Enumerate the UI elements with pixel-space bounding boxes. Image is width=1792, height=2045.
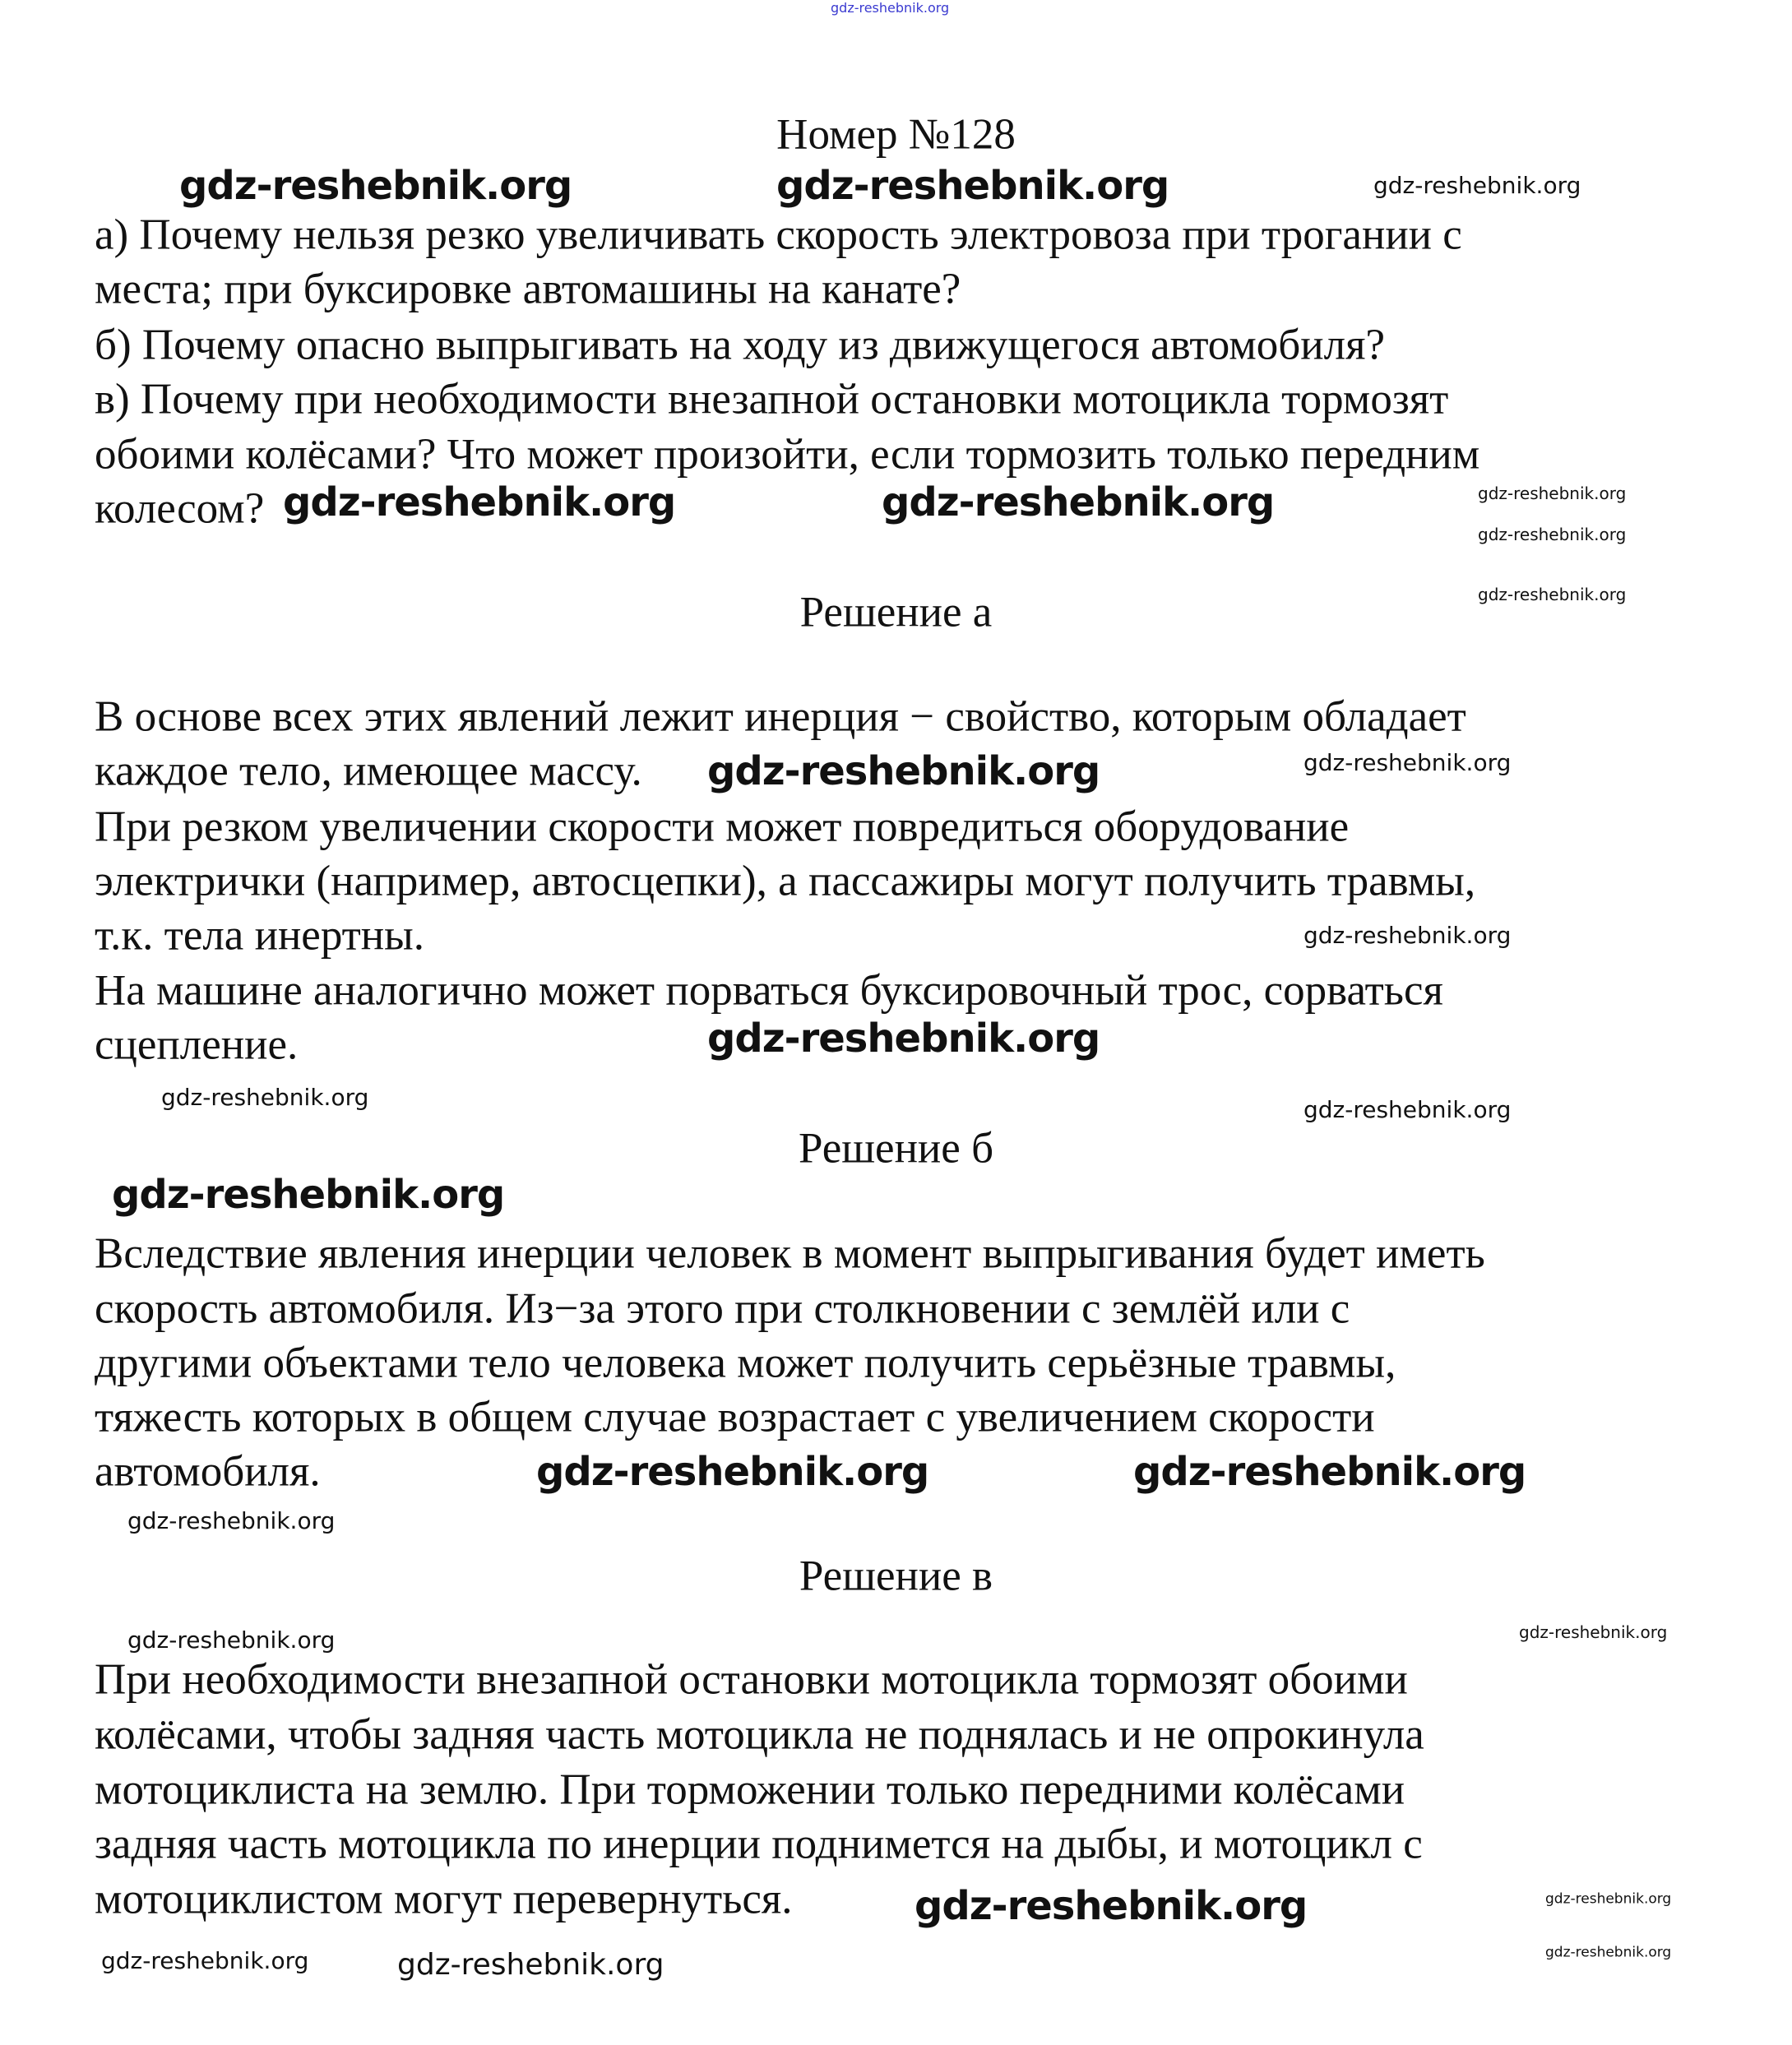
watermark: gdz-reshebnik.org <box>1478 585 1627 604</box>
question-line: места; при буксировке автомашины на канате? <box>95 265 961 313</box>
solution-b-line: Вследствие явления инерции человек в момент выпрыгивания будет иметь <box>95 1229 1485 1278</box>
solution-b-line: тяжесть которых в общем случае возрастает с увеличением скорости <box>95 1393 1375 1441</box>
question-line: б) Почему опасно выпрыгивать на ходу из движущегося автомобиля? <box>95 321 1385 369</box>
solution-b-line: автомобиля. <box>95 1447 321 1496</box>
watermark: gdz-reshebnik.org <box>831 0 950 16</box>
solution-c-line: мотоциклистом могут перевернуться. <box>95 1875 793 1923</box>
question-line: колесом? <box>95 484 265 533</box>
solution-b-line: скорость автомобиля. Из−за этого при столкновении с землёй или с <box>95 1284 1350 1333</box>
watermark: gdz-reshebnik.org <box>127 1626 336 1654</box>
solution-c-line: колёсами, чтобы задняя часть мотоцикла не поднялась и не опрокинула <box>95 1710 1424 1759</box>
watermark: gdz-reshebnik.org <box>161 1084 369 1111</box>
watermark: gdz-reshebnik.org <box>397 1948 664 1982</box>
solution-a-line: сцепление. <box>95 1020 299 1069</box>
question-line: а) Почему нельзя резко увеличивать скорость электровоза при трогании с <box>95 211 1462 259</box>
solution-a-line: т.к. тела инертны. <box>95 911 425 960</box>
watermark: gdz-reshebnik.org <box>101 1947 309 1974</box>
watermark: gdz-reshebnik.org <box>915 1883 1308 1929</box>
watermark: gdz-reshebnik.org <box>707 748 1100 794</box>
solution-a-line: электрички (например, автосцепки), а пассажиры могут получить травмы, <box>95 857 1476 905</box>
watermark: gdz-reshebnik.org <box>1519 1622 1668 1642</box>
watermark: gdz-reshebnik.org <box>776 163 1169 209</box>
watermark: gdz-reshebnik.org <box>1303 749 1512 776</box>
watermark: gdz-reshebnik.org <box>882 479 1275 525</box>
watermark: gdz-reshebnik.org <box>1303 922 1512 949</box>
question-line: в) Почему при необходимости внезапной остановки мотоцикла тормозят <box>95 375 1449 423</box>
solution-c-line: задняя часть мотоцикла по инерции поднимется на дыбы, и мотоцикл с <box>95 1820 1423 1868</box>
watermark: gdz-reshebnik.org <box>707 1016 1100 1062</box>
watermark: gdz-reshebnik.org <box>536 1449 929 1495</box>
solution-a-line: На машине аналогично может порваться буксировочный трос, сорваться <box>95 966 1443 1015</box>
solution-a-line: При резком увеличении скорости может повредиться оборудование <box>95 803 1350 851</box>
watermark: gdz-reshebnik.org <box>112 1172 505 1218</box>
solution-a-heading: Решение а <box>799 588 993 636</box>
watermark: gdz-reshebnik.org <box>1545 1944 1672 1961</box>
solution-c-line: мотоциклиста на землю. При торможении только передними колёсами <box>95 1765 1405 1814</box>
watermark: gdz-reshebnik.org <box>283 479 676 525</box>
solution-b-line: другими объектами тело человека может получить серьёзные травмы, <box>95 1339 1396 1387</box>
watermark: gdz-reshebnik.org <box>1478 483 1627 503</box>
solution-a-line: каждое тело, имеющее массу. <box>95 747 642 795</box>
solution-a-line: В основе всех этих явлений лежит инерция − свойство, которым обладает <box>95 692 1466 741</box>
watermark: gdz-reshebnik.org <box>1545 1890 1672 1908</box>
question-line: обоими колёсами? Что может произойти, если тормозить только передним <box>95 430 1480 479</box>
watermark: gdz-reshebnik.org <box>1133 1449 1526 1495</box>
page-title: Номер №128 <box>776 110 1016 159</box>
solution-c-line: При необходимости внезапной остановки мотоцикла тормозят обоими <box>95 1655 1408 1704</box>
watermark: gdz-reshebnik.org <box>1373 172 1581 199</box>
watermark: gdz-reshebnik.org <box>1478 525 1627 544</box>
watermark: gdz-reshebnik.org <box>179 163 572 209</box>
solution-b-heading: Решение б <box>798 1124 994 1173</box>
watermark: gdz-reshebnik.org <box>1303 1096 1512 1123</box>
watermark: gdz-reshebnik.org <box>127 1507 336 1534</box>
solution-c-heading: Решение в <box>799 1552 993 1600</box>
